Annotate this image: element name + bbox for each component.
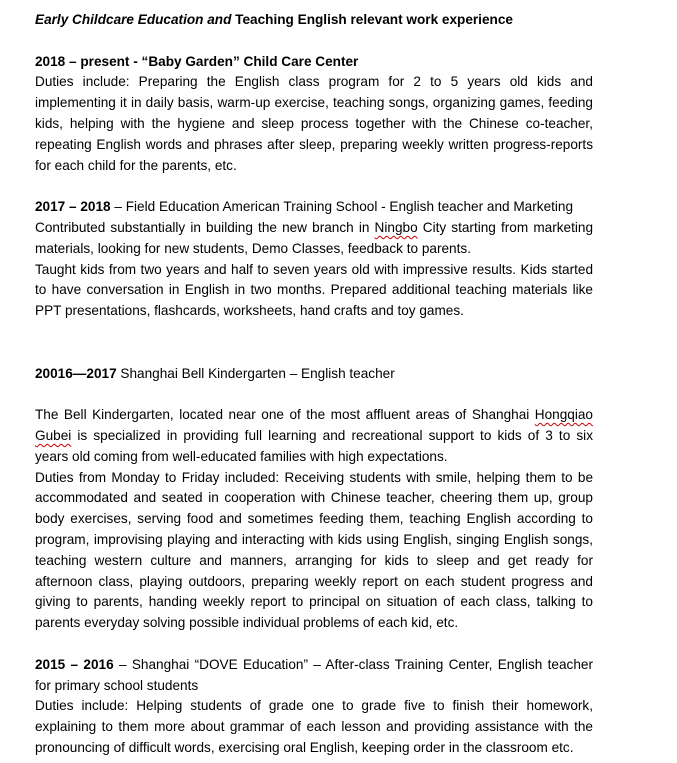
spellcheck-word: Gubei — [35, 427, 72, 443]
section-heading — [35, 10, 593, 31]
entry-3-paragraph-1 — [35, 405, 593, 467]
entry-1-period: 2018 – present - “Baby Garden” Child Care Center — [35, 53, 359, 69]
text: The Bell Kindergarten, located near one of the most affluent areas of Shanghai — [35, 407, 535, 423]
entry-2-title: – Field Education American Training School - English teacher and Marketing — [110, 199, 574, 215]
entry-3-period: 20016―2017 — [35, 365, 117, 381]
text: Contributed substantially in building the new branch in — [35, 219, 375, 235]
entry-3-title: Shanghai Bell Kindergarten – English teacher — [116, 365, 395, 381]
entry-2-paragraph-2: Taught kids from two years and half to seven years old with impressive results. Kids started to have conversation in English in two months. Prepared additional teaching materials like PPT presentations, flashcards, worksheets, hand crafts and toy games. — [35, 261, 593, 319]
spacer — [35, 384, 593, 405]
text: is specialized in providing full learning and recreational support to kids of 3 to six years old coming from well-educated families with high expectations. — [35, 427, 593, 464]
spellcheck-word: Hongqiao — [534, 407, 593, 423]
entry-4-period: 2015 – 2016 — [35, 656, 114, 672]
entry-3-header — [35, 364, 593, 385]
entry-4-header — [35, 655, 593, 697]
heading-italic: Early Childcare Education and — [35, 12, 232, 27]
spellcheck-word: Ningbo — [374, 219, 418, 235]
entry-1-duties: Duties include: Preparing the English class program for 2 to 5 years old kids and implementing it in daily basis, warm-up exercise, teaching songs, organizing games, feeding kids, helping with the hygiene and sleep process together with the Chinese co-teacher, repeating English words and phrases after sleep, preparing weekly written progress-reports for each child for the parents, etc. — [35, 74, 593, 173]
spacer — [35, 176, 593, 197]
heading-rest: Teaching English relevant work experience — [231, 12, 513, 27]
spacer — [35, 634, 593, 655]
spacer — [35, 322, 593, 364]
entry-2-paragraph-1 — [35, 218, 593, 260]
text: City starting from marketing materials, looking for new students, Demo Classes, feedback to parents. — [35, 219, 593, 256]
entry-3-paragraph-2: Duties from Monday to Friday included: Receiving students with smile, helping them to be accommodated and seated in cooperation with Chinese teacher, cheering them up, group body exercises, serving food and sometimes feeding them, teaching English according to program, improvising playing and interacting with kids using English, singing English songs, teaching western culture and manners, arranging for kids to sleep and get ready for afternoon class, playing outdoors, preparing weekly report on each student progress and giving to parents, handing weekly report to principal on situation of each class, talking to parents everyday solving possible individual problems of each kid, etc. — [35, 469, 593, 631]
entry-2-header — [35, 197, 593, 218]
resume-document — [35, 10, 593, 759]
entry-2-period: 2017 – 2018 — [35, 199, 111, 215]
entry-4-paragraph-1: Duties include: Helping students of grade one to grade five to finish their homework, explaining to them more about grammar of each lesson and providing assistance with the pronouncing of difficult words, exercising oral English, keeping order in the classroom etc. — [35, 698, 593, 755]
entry-4-title: – Shanghai “DOVE Education” – After-class Training Center, English teacher for primary school students — [35, 656, 593, 693]
